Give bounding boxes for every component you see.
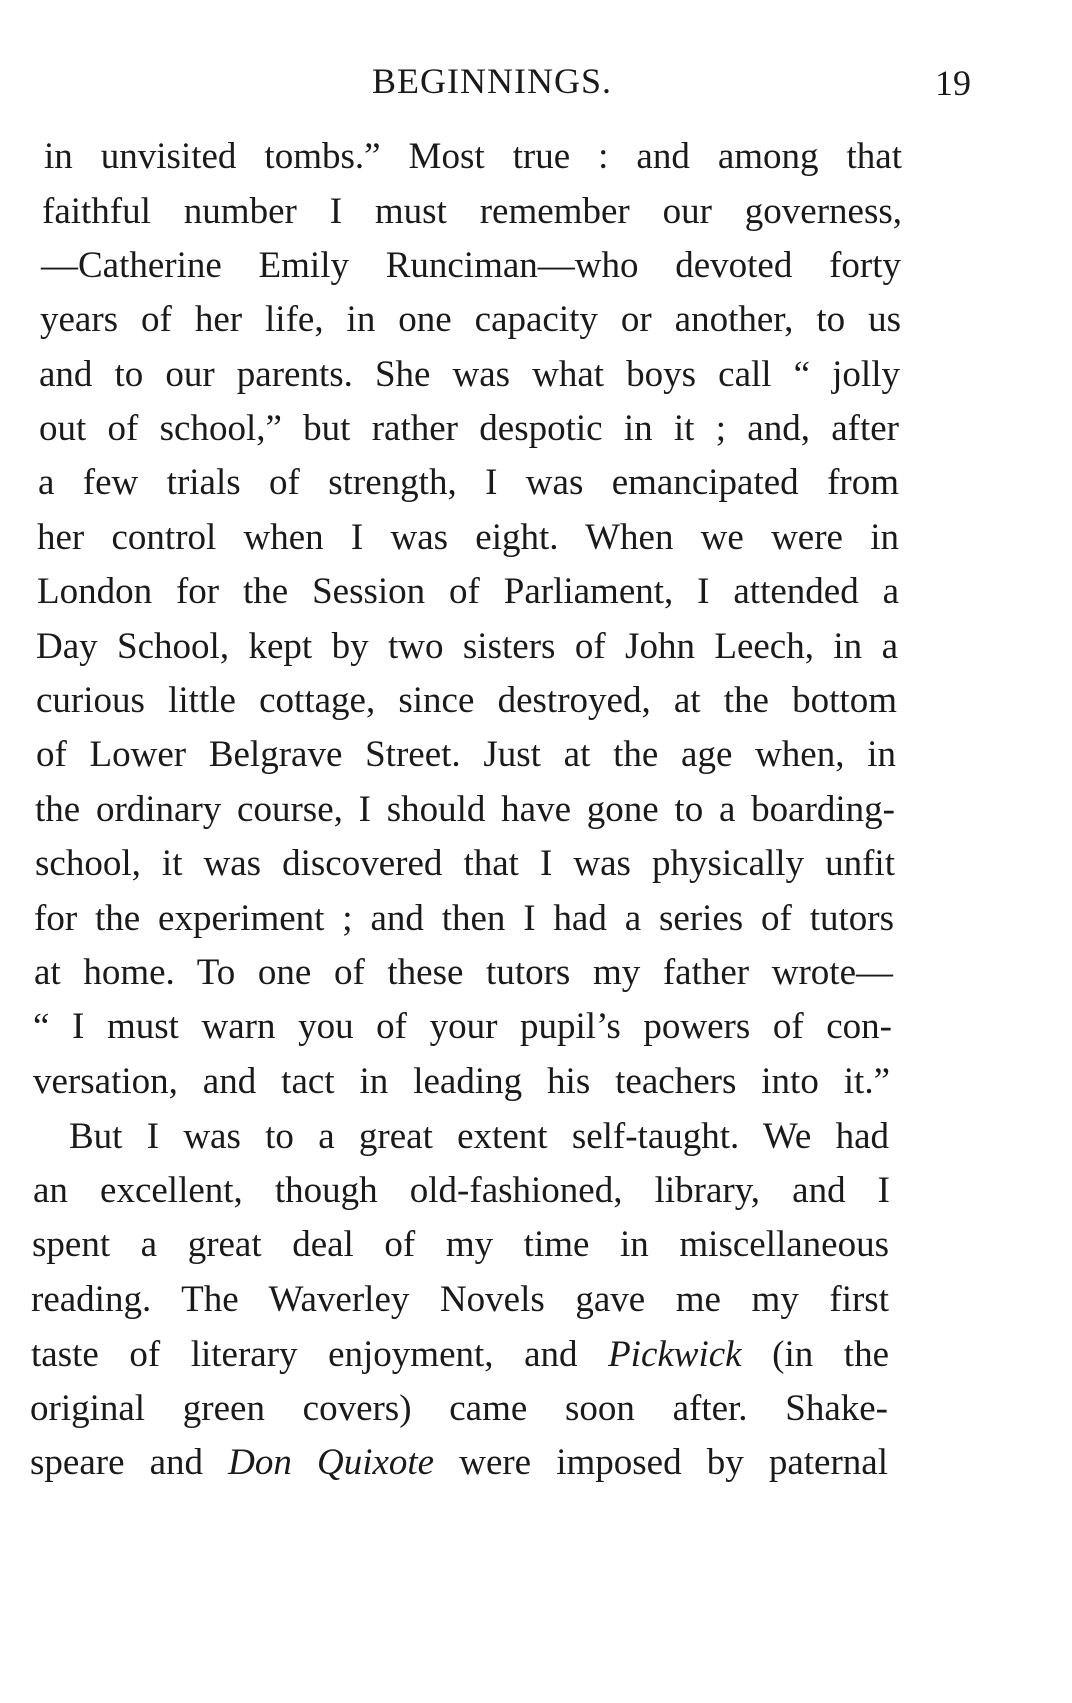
text-line: spent a great deal of my time in miscellaneous (32, 1224, 889, 1265)
text-line: the ordinary course, I should have gone to a boarding- (35, 789, 895, 830)
text-line (30, 1434, 888, 1492)
text-line: Day School, kept by two sisters of John Leech, in a (36, 626, 898, 667)
text-line (31, 1326, 889, 1384)
book-title-don-quixote: Don Quixote (228, 1442, 435, 1483)
line-segment: were imposed by paternal (434, 1442, 888, 1483)
text-line: years of her life, in one capacity or another, to us (40, 299, 901, 340)
text-line: and to our parents. She was what boys call “ jolly (39, 354, 900, 395)
text-line: her control when I was eight. When we were in (37, 517, 899, 558)
text-line: But I was to a great extent self-taught. We had (69, 1116, 889, 1157)
text-line: out of school,” but rather despotic in it ; and, after (39, 408, 899, 449)
text-line: school, it was discovered that I was physically unfit (35, 843, 895, 884)
text-line: at home. To one of these tutors my father wrote— (34, 952, 893, 993)
running-head: BEGINNINGS. (372, 61, 612, 101)
text-line: for the experiment ; and then I had a series of tutors (34, 898, 894, 939)
text-line: an excellent, though old-fashioned, library, and I (33, 1170, 890, 1211)
line-segment: taste of literary enjoyment, and (31, 1334, 609, 1375)
page-number: 19 (935, 63, 971, 103)
text-line: of Lower Belgrave Street. Just at the age when, in (36, 734, 896, 775)
text-line: versation, and tact in leading his teachers into it.” (33, 1061, 890, 1102)
text-line: original green covers) came soon after. Shake- (30, 1388, 888, 1429)
text-line: a few trials of strength, I was emancipated from (38, 462, 899, 503)
line-segment: (in the (741, 1334, 889, 1375)
text-line: faithful number I must remember our governess, (42, 191, 902, 232)
page-header (0, 60, 1072, 110)
line-segment: speare and (30, 1442, 229, 1483)
text-line: —Catherine Emily Runciman—who devoted forty (41, 245, 901, 286)
text-line: reading. The Waverley Novels gave me my first (31, 1279, 889, 1320)
text-line: London for the Session of Parliament, I attended a (37, 571, 899, 612)
text-line: in unvisited tombs.” Most true : and among that (44, 136, 902, 177)
text-line: “ I must warn you of your pupil’s powers of con- (33, 1006, 892, 1047)
book-title-pickwick: Pickwick (608, 1334, 742, 1375)
text-line: curious little cottage, since destroyed, at the bottom (36, 680, 897, 721)
